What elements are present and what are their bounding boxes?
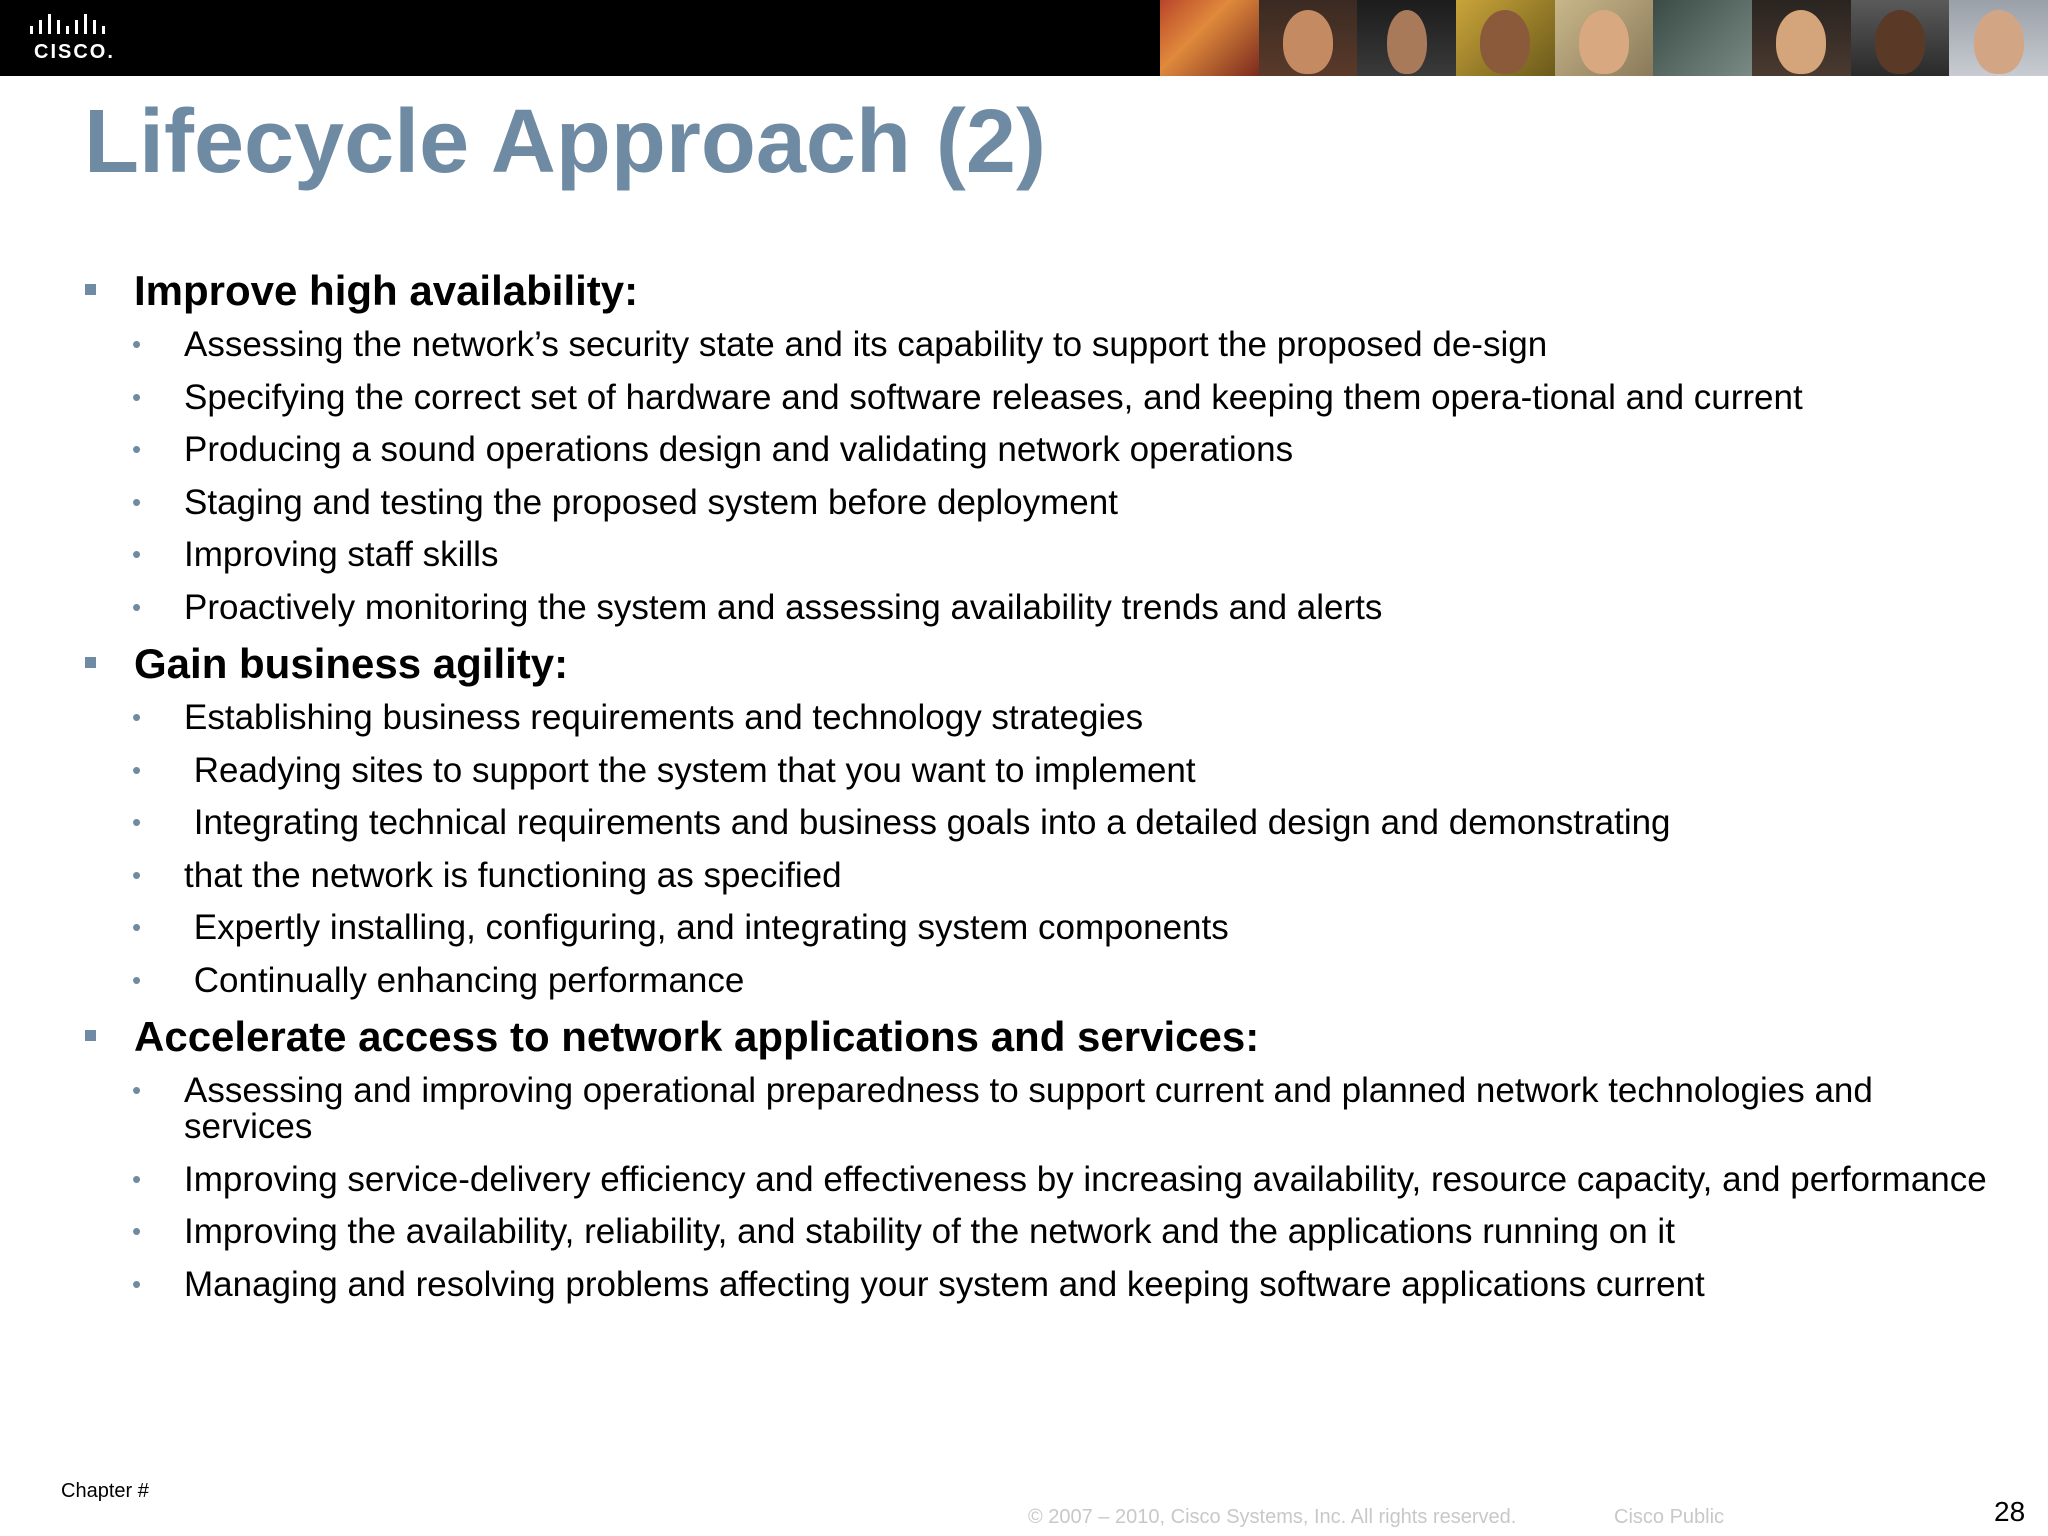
list-item-text: Readying sites to support the system that you want to implement: [184, 750, 1196, 790]
list-item-text: Assessing and improving operational preparedness to support current and planned network technologies and services: [184, 1071, 1883, 1146]
header-photo: [1653, 0, 1752, 76]
list-item: [0, 425, 2048, 478]
footer-chapter: Chapter #: [61, 1480, 149, 1502]
page-number: 28: [1994, 1496, 2026, 1527]
list-item: [0, 320, 2048, 373]
list-item: [0, 1155, 2048, 1208]
dot-bullet-icon: •: [132, 964, 142, 995]
dot-bullet-icon: •: [132, 912, 142, 942]
list-item: [0, 693, 2048, 746]
list-item: [0, 746, 2048, 799]
list-item-text: Proactively monitoring the system and assessing availability trends and alerts: [184, 587, 1383, 627]
bullet-section: [0, 262, 2048, 635]
header-photo: [1259, 0, 1358, 76]
header-photo: [1160, 0, 1259, 76]
section-heading: [0, 262, 2048, 320]
dot-bullet-icon: •: [132, 539, 142, 569]
footer-copyright: © 2007 – 2010, Cisco Systems, Inc. All rights reserved.: [1028, 1506, 1517, 1528]
dot-bullet-icon: •: [132, 859, 142, 890]
list-item: [0, 1260, 2048, 1313]
dot-bullet-icon: •: [132, 486, 142, 517]
list-item-text: Integrating technical requirements and business goals into a detailed design and demonstrating: [184, 803, 1671, 842]
dot-bullet-icon: •: [132, 1216, 142, 1246]
square-bullet-icon: [85, 284, 96, 295]
footer-classification: Cisco Public: [1614, 1506, 1725, 1528]
dot-bullet-icon: •: [132, 754, 142, 785]
dot-bullet-icon: •: [132, 329, 142, 359]
dot-bullet-icon: •: [132, 807, 142, 837]
section-heading-text: Accelerate access to network applications and services:: [134, 1013, 1260, 1060]
slide-body: [0, 262, 2048, 1312]
header-photo: [1555, 0, 1654, 76]
header-photo-strip: [1160, 0, 2048, 76]
section-heading-text: Gain business agility:: [134, 640, 569, 687]
list-item-text: Improving the availability, reliability, and stability of the network and the applications running on it: [184, 1212, 1675, 1251]
list-item: [0, 956, 2048, 1009]
square-bullet-icon: [85, 657, 96, 668]
dot-bullet-icon: •: [132, 381, 142, 412]
list-item: [0, 478, 2048, 531]
dot-bullet-icon: •: [132, 434, 142, 464]
list-item-text: Improving staff skills: [184, 535, 499, 574]
list-item: [0, 373, 2048, 426]
list-item: [0, 903, 2048, 956]
list-item-text: Expertly installing, configuring, and integrating system components: [184, 908, 1229, 947]
header-photo: [1851, 0, 1950, 76]
header-bar: [0, 0, 2048, 76]
list-item-text: Producing a sound operations design and validating network operations: [184, 430, 1294, 469]
header-photo: [1752, 0, 1851, 76]
bullet-section: [0, 1008, 2048, 1312]
section-heading: [0, 1008, 2048, 1066]
slide-title: Lifecycle Approach (2): [84, 92, 1046, 192]
list-item-text: Continually enhancing performance: [184, 960, 745, 1000]
list-item: [0, 798, 2048, 851]
header-photo: [1949, 0, 2048, 76]
list-item: [0, 583, 2048, 636]
dot-bullet-icon: •: [132, 702, 142, 732]
dot-bullet-icon: •: [132, 1268, 142, 1299]
cisco-bars-icon: [30, 14, 114, 40]
list-item-text: Improving service-delivery efficiency and effectiveness by increasing availability, resource capacity, and performance: [184, 1159, 1987, 1199]
list-item-text: Establishing business requirements and technology strategies: [184, 698, 1144, 737]
dot-bullet-icon: •: [132, 591, 142, 622]
header-photo: [1357, 0, 1456, 76]
square-bullet-icon: [85, 1030, 96, 1041]
dot-bullet-icon: •: [132, 1075, 142, 1105]
logo-text: CISCO.: [34, 41, 115, 63]
section-heading: [0, 635, 2048, 693]
section-heading-text: Improve high availability:: [134, 267, 639, 314]
bullet-section: [0, 635, 2048, 1008]
list-item-text: Staging and testing the proposed system before deployment: [184, 482, 1118, 522]
dot-bullet-icon: •: [132, 1163, 142, 1194]
list-item-text: Specifying the correct set of hardware and software releases, and keeping them opera-tional and current: [184, 377, 1803, 417]
list-item-text: Assessing the network’s security state and its capability to support the proposed de-sign: [184, 325, 1548, 364]
list-item-text: that the network is functioning as specified: [184, 855, 842, 895]
header-photo: [1456, 0, 1555, 76]
cisco-logo: [28, 14, 118, 64]
list-item: [0, 1066, 2048, 1155]
list-item: [0, 530, 2048, 583]
list-item: [0, 851, 2048, 904]
list-item: [0, 1207, 2048, 1260]
list-item-text: Managing and resolving problems affecting your system and keeping software applications current: [184, 1264, 1705, 1304]
